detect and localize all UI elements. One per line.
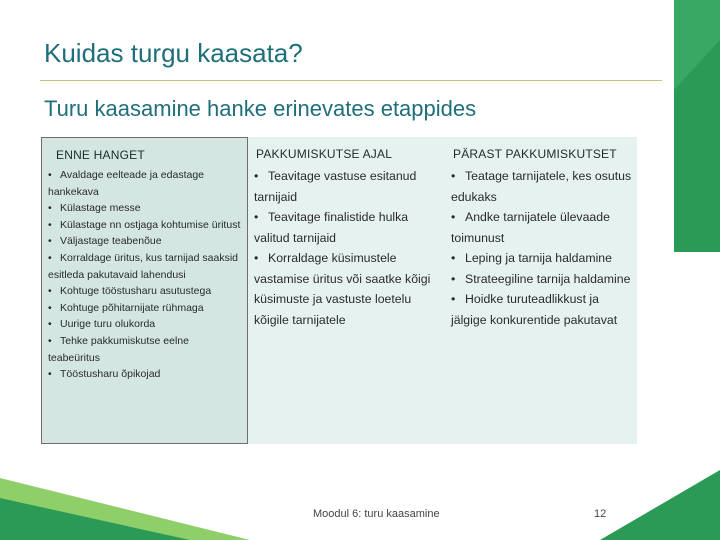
list-item-text: Strateegiline tarnija haldamine (465, 271, 631, 286)
bullet-icon: • (48, 301, 52, 314)
column-header: ENNE HANGET (56, 148, 145, 162)
list-item (451, 207, 633, 248)
bullet-icon: • (48, 368, 52, 381)
list-item-text: Korraldage üritus, kus tarnijad saaksid esitleda pakutavaid lahendusi (48, 251, 239, 281)
list-item-text: Kohtuge tööstusharu asutustega (60, 285, 212, 298)
slide-subtitle: Turu kaasamine hanke erinevates etappides (44, 96, 477, 121)
bullet-icon: • (254, 251, 259, 265)
bullet-icon: • (48, 169, 52, 181)
bullet-icon: • (451, 169, 456, 183)
list-item (48, 333, 243, 366)
list-item (48, 167, 243, 200)
bullet-icon: • (451, 271, 456, 286)
list-item-text: Avaldage eelteade ja edastage hankekava (48, 169, 205, 198)
list-item-text: Teavitage vastuse esitanud tarnijaid (254, 169, 417, 204)
column-after-tender (445, 137, 637, 444)
list-item-text: Tööstusharu õpikojad (60, 368, 161, 381)
list-item (254, 248, 441, 330)
bullet-icon: • (451, 292, 456, 306)
list-item (451, 166, 633, 207)
bullet-icon: • (254, 210, 259, 224)
column-header: PAKKUMISKUTSE AJAL (256, 147, 393, 161)
bullet-icon: • (48, 285, 52, 298)
list-item-text: Andke tarnijatele ülevaade toimunust (451, 210, 610, 245)
list-item-text: Leping ja tarnija haldamine (465, 251, 612, 265)
list-item-text: Korraldage küsimustele vastamise üritus või saatke kõigi küsimuste ja vastuste loetelu kõigile tarnijatele (254, 251, 431, 327)
corner-decoration-top-right (660, 0, 720, 260)
list-item (48, 366, 243, 383)
bullet-list (451, 166, 633, 330)
list-item (48, 200, 243, 217)
bullet-icon: • (451, 251, 456, 265)
title-divider (40, 80, 662, 81)
bullet-icon: • (48, 251, 52, 264)
bullet-list (254, 166, 441, 330)
bullet-icon: • (48, 235, 52, 248)
bullet-icon: • (48, 318, 52, 331)
page-number: 12 (594, 508, 607, 520)
bullet-icon: • (451, 210, 456, 224)
slide-footer: Moodul 6: turu kaasamine (313, 508, 440, 520)
list-item (48, 250, 243, 283)
stages-table (41, 137, 637, 444)
column-header: PÄRAST PAKKUMISKUTSET (453, 147, 617, 161)
list-item-text: Kohtuge põhitarnijate rühmaga (60, 301, 204, 314)
list-item (48, 217, 243, 234)
list-item-text: Uurige turu olukorda (60, 318, 156, 331)
list-item-text: Tehke pakkumiskutse eelne teabeüritus (48, 334, 189, 364)
list-item (451, 289, 633, 330)
list-item (48, 300, 243, 317)
list-item (254, 166, 441, 207)
list-item (48, 316, 243, 333)
slide-title: Kuidas turgu kaasata? (44, 38, 303, 68)
corner-decoration-bottom-left (0, 478, 260, 540)
column-before-procurement (41, 137, 248, 444)
list-item (48, 283, 243, 300)
list-item (254, 207, 441, 248)
list-item-text: Külastage messe (60, 202, 141, 215)
list-item-text: Teavitage finalistide hulka valitud tarnijaid (254, 210, 409, 245)
list-item-text: Hoidke turuteadlikkust ja jälgige konkurentide pakutavat (451, 292, 618, 327)
list-item-text: Väljastage teabenõue (60, 235, 162, 248)
bullet-icon: • (48, 218, 52, 231)
bullet-icon: • (48, 202, 52, 215)
list-item (451, 248, 633, 269)
list-item (451, 269, 633, 290)
bullet-icon: • (48, 334, 52, 347)
corner-decoration-bottom-right (560, 470, 720, 540)
bullet-icon: • (254, 169, 259, 183)
column-during-tender (248, 137, 445, 444)
green-wedge-right (600, 470, 720, 540)
list-item-text: Külastage nn ostjaga kohtumise üritust (60, 218, 241, 231)
list-item-text: Teatage tarnijatele, kes osutus edukaks (451, 169, 632, 204)
list-item (48, 233, 243, 250)
bullet-list (48, 167, 243, 383)
